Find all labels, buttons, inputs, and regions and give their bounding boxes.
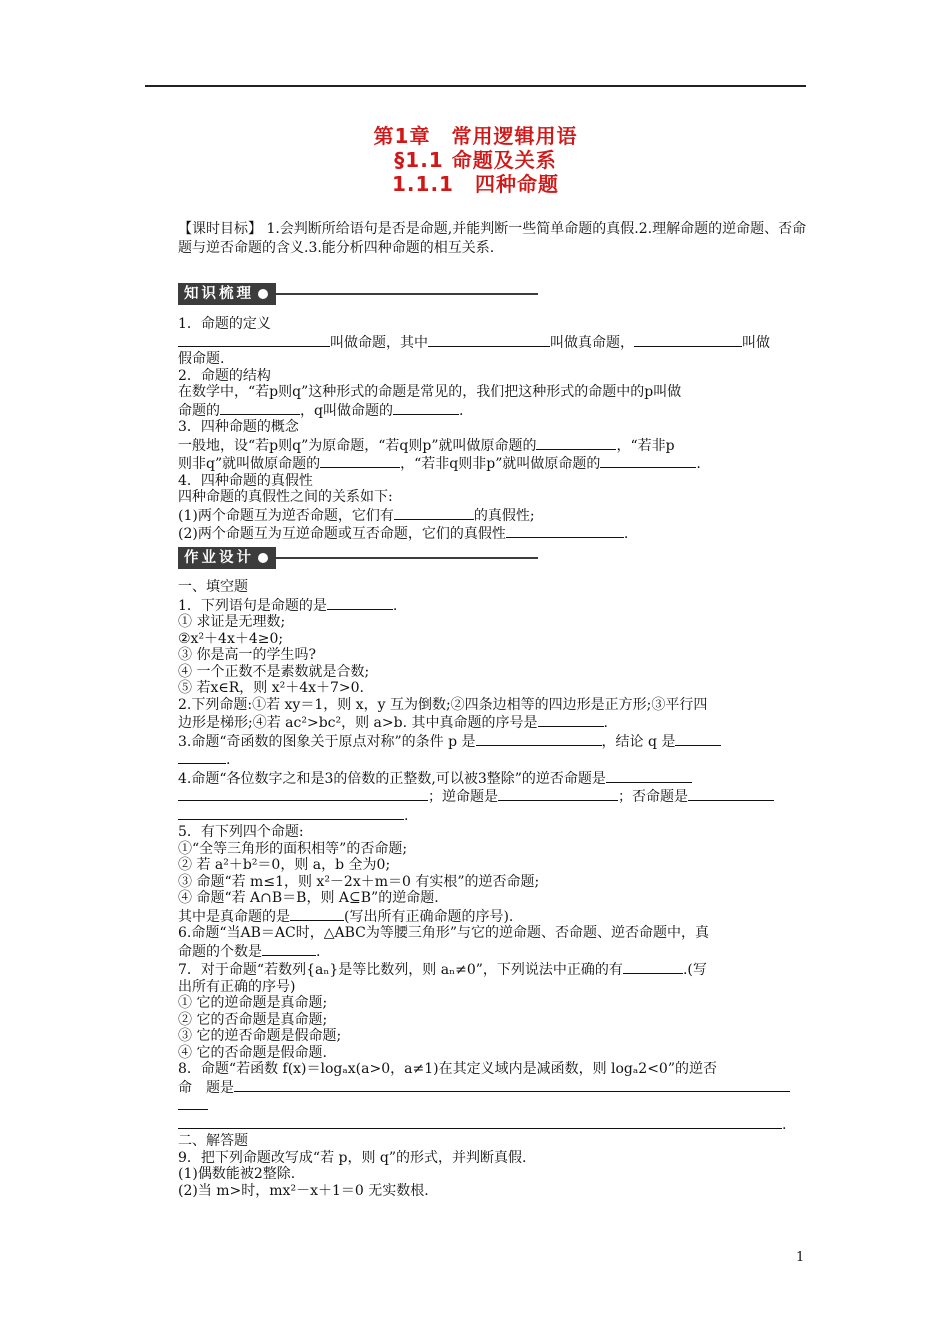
- fill-blank[interactable]: [600, 454, 696, 468]
- option: ③ 你是高一的学生吗?: [178, 647, 316, 663]
- text-line: 一、填空题: [178, 579, 248, 595]
- answer-blank[interactable]: [476, 732, 602, 746]
- option: ②x²＋4x＋4≥0;: [178, 630, 284, 647]
- option: ① 求证是无理数;: [178, 614, 286, 630]
- option: ③ 命题“若 m≤1，则 x²－2x＋m＝0 有实根”的逆否命题;: [178, 873, 540, 890]
- text-line: 则非q”就叫做原命题的 ，“若非q则非p”就叫做原命题的 .: [178, 456, 701, 472]
- option: ④ 命题“若 A∩B＝B，则 A⊆B”的逆命题.: [178, 890, 439, 906]
- text-line: 假命题.: [178, 351, 225, 367]
- section-tag: [178, 283, 276, 305]
- answer-blank[interactable]: [606, 769, 692, 783]
- option: ② 它的否命题是真命题;: [178, 1011, 328, 1028]
- fill-blank[interactable]: [178, 333, 330, 347]
- answer-blank[interactable]: [234, 1078, 790, 1092]
- question-2: 2.下列命题:①若 xy＝1，则 x，y 互为倒数;②四条边相等的四边形是正方形;③平行四: [178, 696, 708, 713]
- question-8-cont: .: [178, 1115, 808, 1134]
- question-8-cont: [178, 1096, 808, 1115]
- section-line: [276, 557, 538, 559]
- text-line: 在数学中，“若p则q”这种形式的命题是常见的，我们把这种形式的命题中的p叫做: [178, 384, 682, 400]
- question-4-cont: ；逆命题是 ；否命题是: [178, 787, 808, 806]
- answer-blank[interactable]: [623, 960, 683, 974]
- question-7: 7．对于命题“若数列{aₙ}是等比数列，则 aₙ≠0”，下列说法中正确的有 .(写: [178, 962, 707, 978]
- fill-blank[interactable]: [393, 401, 459, 415]
- section-title: §1.1 命题及关系: [394, 148, 557, 172]
- option: (1)偶数能被2整除.: [178, 1166, 296, 1182]
- section-line: [276, 293, 538, 295]
- answer-blank[interactable]: [178, 787, 428, 801]
- option: ④ 它的否命题是假命题.: [178, 1044, 327, 1061]
- question-1: 1．下列语句是命题的是 .: [178, 597, 398, 614]
- option: ④ 一个正数不是素数就是合数;: [178, 663, 370, 680]
- text-line: 一般地，设“若p则q”为原命题，“若q则p”就叫做原命题的 ，“若非p: [178, 437, 675, 454]
- option: ② 若 a²＋b²＝0，则 a，b 全为0;: [178, 857, 391, 873]
- question-4-cont: .: [178, 806, 808, 825]
- question-6: 6.命题“当AB＝AC时，△ABC为等腰三角形”与它的逆命题、否命题、逆否命题中，真: [178, 925, 710, 941]
- goal-label: 【课时目标】: [178, 221, 262, 237]
- text-line: (2)两个命题互为互逆命题或互否命题，它们的真假性 .: [178, 526, 629, 542]
- text-line: 二、解答题: [178, 1133, 248, 1149]
- question-2-cont: 边形是梯形;④若 ac²>bc²，则 a>b. 其中真命题的序号是 .: [178, 715, 608, 731]
- header-rule: [145, 85, 806, 87]
- answer-blank[interactable]: [290, 907, 344, 921]
- question-3: 3.命题“奇函数的图象关于原点对称”的条件 p 是 ，结论 q 是: [178, 732, 808, 751]
- knowledge-block: [178, 316, 808, 543]
- question-5: 5．有下列四个命题:: [178, 824, 304, 840]
- text-line: 四种命题的真假性之间的关系如下:: [178, 489, 393, 505]
- fill-blank[interactable]: [428, 333, 550, 347]
- text-line: 1．命题的定义: [178, 316, 271, 332]
- option: ③ 它的逆否命题是假命题;: [178, 1028, 342, 1044]
- answer-blank[interactable]: [327, 596, 393, 610]
- option: (2)当 m>时，mx²－x＋1＝0 无实数根.: [178, 1182, 429, 1199]
- text-line: 3．四种命题的概念: [178, 419, 299, 435]
- fill-blank[interactable]: [220, 401, 300, 415]
- section-tag: [178, 547, 276, 569]
- question-8-cont: 命 题是: [178, 1078, 808, 1097]
- dot-icon: [258, 553, 268, 563]
- answer-blank[interactable]: [675, 732, 721, 746]
- dot-icon: [258, 289, 268, 299]
- lesson-goal: [178, 220, 808, 258]
- text-line: 4．四种命题的真假性: [178, 472, 313, 489]
- fill-blank[interactable]: [320, 454, 400, 468]
- answer-blank[interactable]: [178, 750, 226, 764]
- title-block: [145, 124, 806, 196]
- fill-blank[interactable]: [394, 506, 474, 520]
- answer-blank[interactable]: [178, 1115, 782, 1129]
- answer-blank[interactable]: [262, 942, 316, 956]
- text-line: 2．命题的结构: [178, 367, 271, 384]
- subsection-title: 1.1.1 四种命题: [392, 172, 559, 196]
- question-3-cont: .: [178, 750, 808, 769]
- answer-blank[interactable]: [538, 713, 604, 727]
- question-8: 8．命题“若函数 f(x)＝logₐx(a>0，a≠1)在其定义域内是减函数，则 logₐ2<0”的逆否: [178, 1061, 717, 1077]
- option: ①“全等三角形的面积相等”的否命题;: [178, 840, 408, 857]
- fill-blank[interactable]: [536, 436, 616, 450]
- text-line: (1)两个命题互为逆否命题，它们有 的真假性;: [178, 507, 535, 524]
- section-header-homework: [178, 547, 538, 569]
- text-line: 叫做命题，其中 叫做真命题， 叫做: [178, 333, 808, 352]
- section-tag-label: 作业设计: [184, 550, 254, 566]
- option: ① 它的逆命题是真命题;: [178, 995, 328, 1011]
- answer-blank[interactable]: [178, 806, 404, 820]
- text-line: 命题的 ，q叫做命题的 .: [178, 402, 464, 419]
- answer-blank[interactable]: [688, 787, 774, 801]
- chapter-title: 第1章 常用逻辑用语: [373, 124, 578, 148]
- answer-blank[interactable]: [498, 787, 618, 801]
- section-header-knowledge: [178, 283, 538, 305]
- page-number: 1: [796, 1250, 805, 1265]
- fill-blank[interactable]: [506, 524, 624, 538]
- question-6-cont: 命题的个数是 .: [178, 943, 321, 960]
- goal-text: 1.会判断所给语句是否是命题,并能判断一些简单命题的真假.2.理解命题的逆命题、否命题与逆否命题的含义.3.能分析四种命题的相互关系.: [178, 221, 807, 256]
- answer-blank[interactable]: [178, 1096, 208, 1110]
- question-4: 4.命题“各位数字之和是3的倍数的正整数,可以被3整除”的逆否命题是: [178, 769, 808, 788]
- section-tag-label: 知识梳理: [184, 286, 254, 302]
- fill-blank[interactable]: [634, 333, 742, 347]
- homework-block: [178, 579, 808, 1199]
- option: ⑤ 若x∈R，则 x²＋4x＋7>0.: [178, 680, 365, 696]
- question-9: 9．把下列命题改写成“若 p，则 q”的形式，并判断真假.: [178, 1149, 527, 1166]
- question-5-answer: 其中是真命题的是 (写出所有正确命题的序号).: [178, 908, 514, 925]
- question-7-cont: 出所有正确的序号): [178, 978, 296, 995]
